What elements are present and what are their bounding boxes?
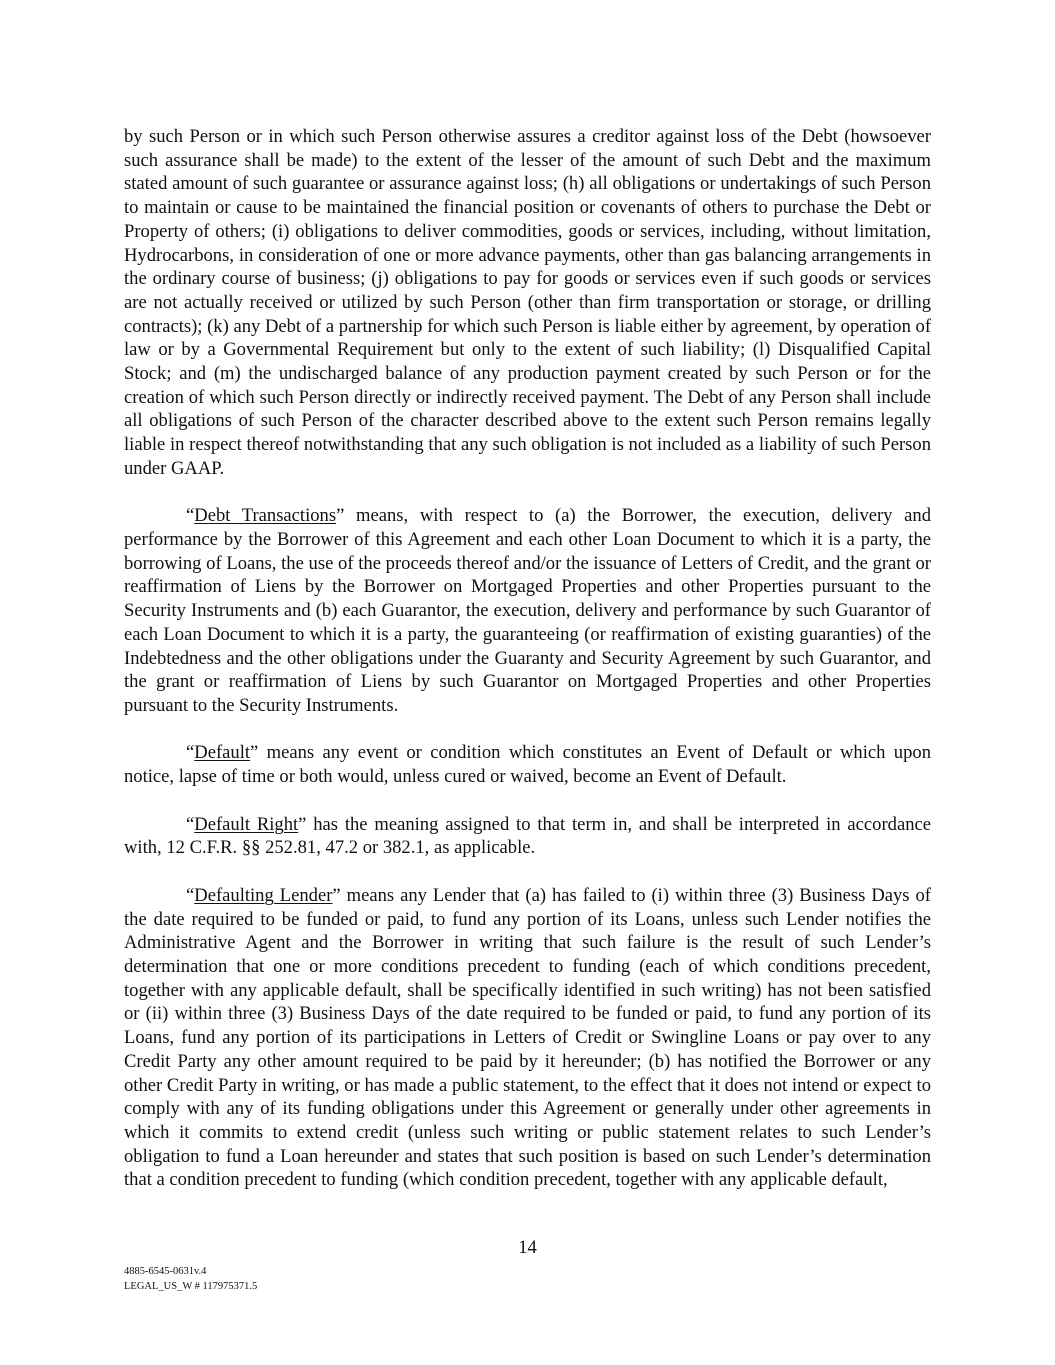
document-footer (124, 1264, 257, 1294)
definition-debt-transactions (124, 504, 931, 717)
document-body (124, 125, 931, 1216)
defined-term: Defaulting Lender (194, 884, 333, 906)
page-number: 14 (518, 1237, 537, 1258)
paragraph-text: by such Person or in which such Person otherwise assures a creditor against loss of the Debt (howsoever such assurance shall be made) to the extent of the lesser of the amount of such Debt and the maximum stated amount of such guarantee or assurance against loss; (h) all obligations or undertakings of such Person to maintain or cause to be maintained the financial position or covenants of others to purchase the Debt or Property of others; (i) obligations to deliver commodities, goods or services, including, without limitation, Hydrocarbons, in consideration of one or more advance payments, other than gas balancing arrangements in the ordinary course of business; (j) obligations to pay for goods or services even if such goods or services are not actually received or utilized by such Person (other than firm transportation or storage, or drilling contracts); (k) any Debt of a partnership for which such Person is liable either by agreement, by operation of law or by a Governmental Requirement but only to the extent of such liability; (l) Disqualified Capital Stock; and (m) the undischarged balance of any production payment created by such Person or for the creation of which such Person directly or indirectly received payment. The Debt of any Person shall include all obligations of such Person of the character described above to the extent such Person remains legally liable in respect thereof notwithstanding that any such obligation is not included as a liability of such Person under GAAP. (124, 126, 932, 479)
definition-default (124, 741, 931, 788)
definition-text: ” has the meaning assigned to that term in, and shall be interpreted in accordance with, 12 C.F.R. §§ 252.81, 47.2 or 382.1, as applicable. (124, 813, 932, 859)
definition-text: ” means any event or condition which constitutes an Event of Default or which upon notice, lapse of time or both would, unless cured or waived, become an Event of Default. (124, 742, 931, 788)
definition-defaulting-lender (124, 884, 931, 1192)
open-quote: “ (186, 742, 195, 764)
definition-default-right (124, 813, 931, 860)
defined-term: Debt Transactions (194, 505, 337, 527)
footer-doc-id: 4885-6545-0631v.4 (124, 1266, 207, 1277)
paragraph-debt-continued (124, 125, 931, 481)
open-quote: “ (186, 813, 195, 835)
definition-text: ” means any Lender that (a) has failed to (i) within three (3) Business Days of the date required to be funded or paid, to fund any portion of its Loans, unless such Lender notifies the Administrative Agent and the Borrower in writing that such failure is the result of such Lender’s determination that one or more conditions precedent to funding (each of which conditions precedent, together with any applicable default, shall be specifically identified in such writing) has not been satisfied or (ii) within three (3) Business Days of the date required to be funded or paid, to fund any portion of its Loans, fund any portion of its participations in Letters of Credit or Swingline Loans or pay over to any Credit Party any other amount required to be paid by it hereunder; (b) has notified the Borrower or any other Credit Party in writing, or has made a public statement, to the effect that it does not intend or expect to comply with any of its funding obligations under this Agreement or generally under other agreements in which it commits to extend credit (unless such writing or public statement relates to such Lender’s obligation to fund a Loan hereunder and states that such position is based on such Lender’s determination that a condition precedent to funding (which condition precedent, together with any applicable default, (124, 884, 931, 1191)
open-quote: “ (186, 884, 195, 906)
definition-text: ” means, with respect to (a) the Borrower, the execution, delivery and performance by the Borrower of this Agreement and each other Loan Document to which it is a party, the borrowing of Loans, the use of the proceeds thereof and/or the issuance of Letters of Credit, and the grant or reaffirmation of Liens by the Borrower on Mortgaged Properties and other Properties pursuant to the Security Instruments and (b) each Guarantor, the execution, delivery and performance by such Guarantor of each Loan Document to which it is a party, the guaranteeing (or reaffirmation of existing guaranties) of the Indebtedness and the other obligations under the Guaranty and Security Agreement by such Guarantor, and the grant or reaffirmation of Liens by such Guarantor on Mortgaged Properties and other Properties pursuant to the Security Instruments. (124, 505, 932, 716)
footer-legal-id: LEGAL_US_W # 117975371.5 (124, 1281, 258, 1292)
defined-term: Default (194, 742, 251, 764)
defined-term: Default Right (194, 813, 299, 835)
open-quote: “ (186, 505, 195, 527)
